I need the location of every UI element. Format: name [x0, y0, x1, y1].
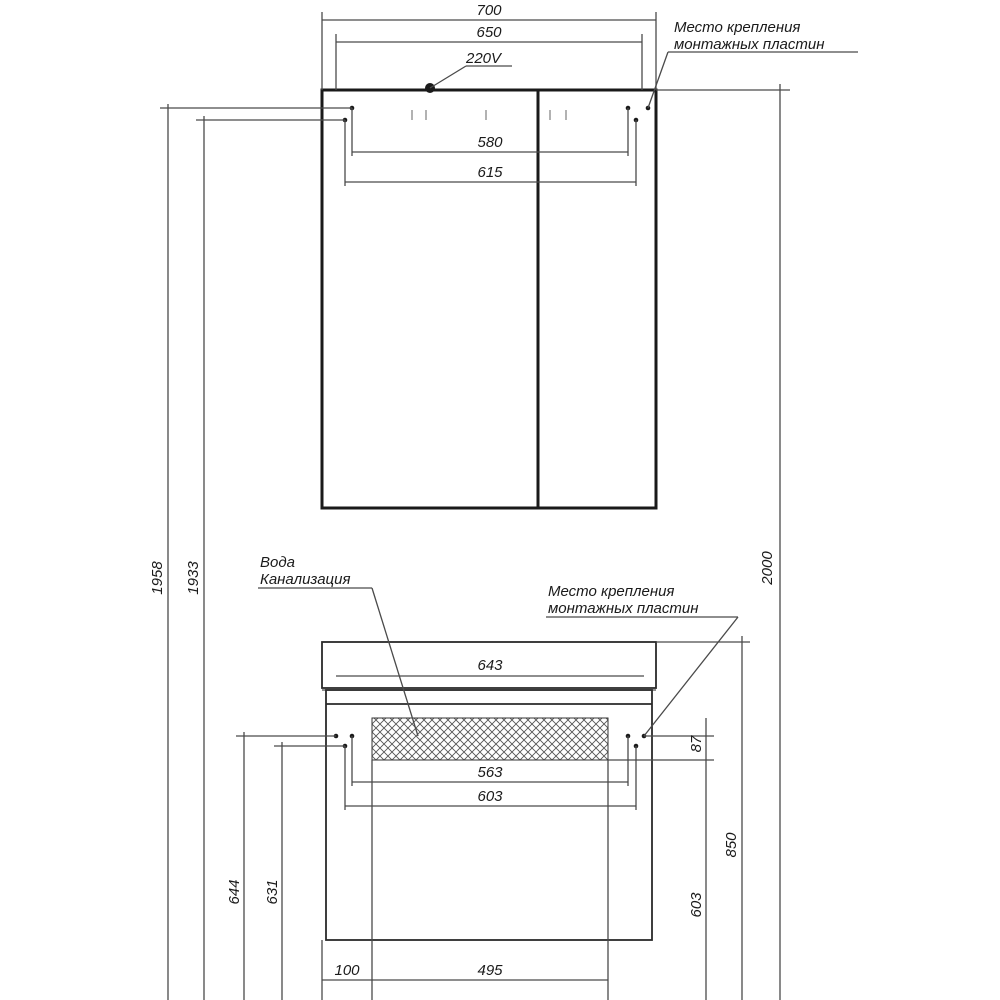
dim-mount-top — [343, 106, 651, 186]
dim-563: 563 — [477, 764, 503, 781]
dim-603-vertical — [688, 770, 706, 1000]
mount-label-top — [648, 19, 858, 108]
dim-644-text: 644 — [226, 879, 243, 905]
mount-top-line1: Место крепления — [674, 19, 801, 36]
dim-644 — [226, 732, 336, 1000]
sewer-label: Канализация — [260, 571, 351, 588]
dim-603-vert-text: 603 — [688, 892, 705, 918]
dim-850 — [656, 636, 750, 1000]
dim-1958-text: 1958 — [149, 561, 166, 595]
mount-bottom-line2: монтажных пластин — [548, 600, 699, 617]
plumbing-zone — [372, 718, 608, 760]
mirror-cabinet — [322, 90, 656, 508]
cable-220v — [425, 50, 512, 93]
dim-631-text: 631 — [264, 879, 281, 905]
dim-650: 650 — [476, 24, 502, 41]
water-sewer-label — [258, 554, 418, 736]
dim-top-widths — [322, 2, 656, 90]
dim-vanity-top — [336, 657, 644, 676]
dim-bottom-horizontal — [322, 760, 608, 1000]
dim-700: 700 — [476, 2, 502, 19]
cabinet-outline — [322, 90, 656, 508]
dim-100: 100 — [334, 962, 360, 979]
dim-850-text: 850 — [723, 832, 740, 858]
mount-label-bottom — [546, 583, 738, 736]
dim-643: 643 — [477, 657, 503, 674]
mount-top-line2: монтажных пластин — [674, 36, 825, 53]
dim-87 — [608, 718, 714, 770]
dim-1933-text: 1933 — [185, 561, 202, 595]
dim-631 — [264, 742, 345, 1000]
dim-495: 495 — [477, 962, 503, 979]
dim-2000-text: 2000 — [759, 551, 776, 585]
dim-87-text: 87 — [688, 735, 705, 753]
mount-bottom-line1: Место крепления — [548, 583, 675, 600]
cable-label: 220V — [466, 50, 502, 67]
dim-603: 603 — [477, 788, 503, 805]
dim-580: 580 — [477, 134, 503, 151]
dim-615: 615 — [477, 164, 503, 181]
water-label: Вода — [260, 554, 295, 571]
dim-2000 — [656, 84, 790, 1000]
